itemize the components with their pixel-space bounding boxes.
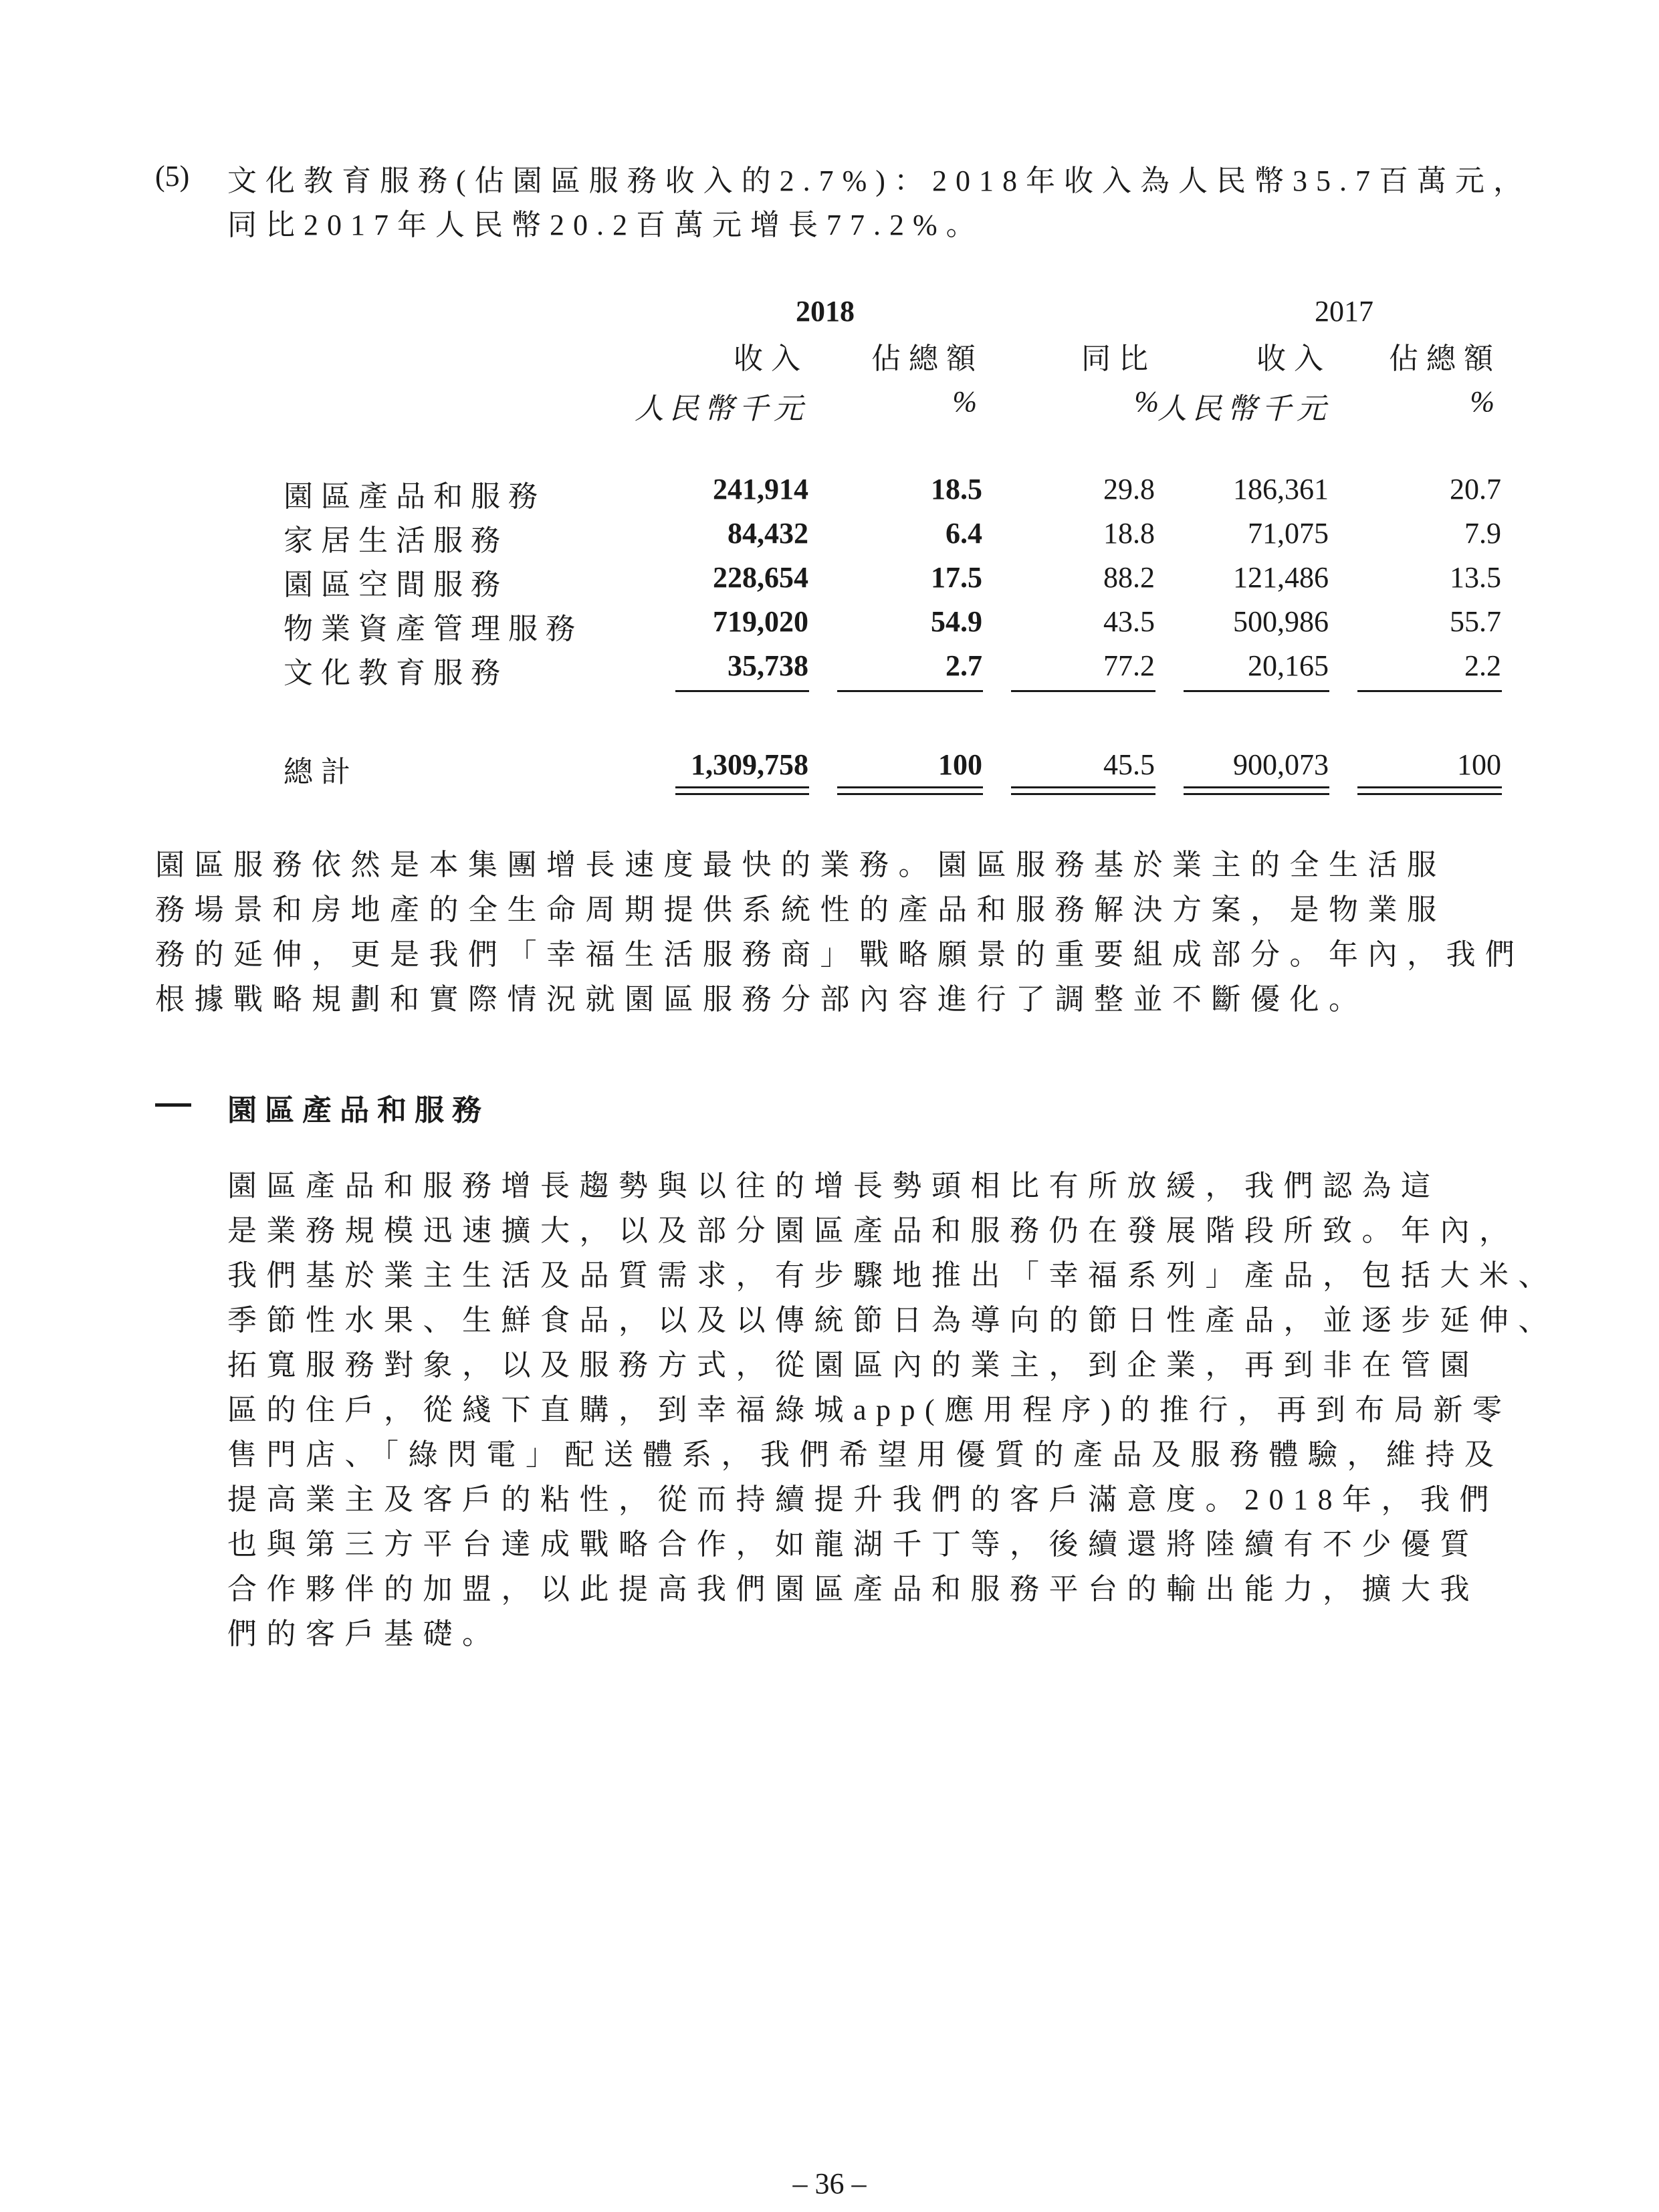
total-rev-current: 1,309,758 — [691, 748, 808, 781]
paragraph-line: 售門店、「綠閃電」配送體系，我們希望用優質的產品及服務體驗，維持及 — [227, 1438, 1504, 1471]
unit-yoy: % — [1134, 385, 1164, 418]
item-text-line1: 文化教育服務(佔園區服務收入的2.7%)：2018年收入為人民幣35.7百萬元， — [227, 164, 1531, 197]
total-share-current: 100 — [938, 748, 982, 781]
unit-rev-prior: 人民幣千元 — [1157, 393, 1331, 425]
total-rule — [1357, 793, 1502, 795]
cell-yoy: 43.5 — [1103, 605, 1155, 638]
item-number: (5) — [155, 160, 190, 193]
total-rule — [675, 786, 809, 788]
cell-yoy: 77.2 — [1103, 649, 1155, 682]
cell-share-current: 18.5 — [931, 473, 982, 506]
cell-share-prior: 2.2 — [1464, 649, 1501, 682]
subtotal-rule — [1357, 690, 1502, 692]
paragraph-line: 也與第三方平台達成戰略合作，如龍湖千丁等，後續還將陸續有不少優質 — [227, 1528, 1479, 1561]
cell-share-prior: 13.5 — [1450, 561, 1501, 594]
unit-rev-current: 人民幣千元 — [635, 393, 808, 425]
row-label: 園區產品和服務 — [284, 480, 546, 513]
header-share-prior: 佔總額 — [1389, 342, 1501, 375]
cell-rev-prior: 186,361 — [1233, 473, 1329, 506]
unit-share-current: % — [952, 385, 982, 418]
year-current-header: 2018 — [796, 295, 855, 328]
total-rule — [1357, 786, 1502, 788]
paragraph-line: 合作夥伴的加盟，以此提高我們園區產品和服務平台的輸出能力，擴大我 — [227, 1573, 1479, 1606]
item-text-line2: 同比2017年人民幣20.2百萬元增長77.2%。 — [227, 209, 984, 241]
paragraph-line: 根據戰略規劃和實際情況就園區服務分部內容進行了調整並不斷優化。 — [155, 983, 1368, 1016]
cell-yoy: 18.8 — [1103, 517, 1155, 550]
total-share-prior: 100 — [1457, 748, 1501, 781]
unit-share-prior: % — [1470, 385, 1500, 418]
cell-rev-prior: 121,486 — [1233, 561, 1329, 594]
header-rev-current: 收入 — [734, 342, 808, 375]
total-rev-prior: 900,073 — [1233, 748, 1329, 781]
row-label: 家居生活服務 — [284, 524, 508, 557]
paragraph-line: 我們基於業主生活及品質需求，有步驟地推出「幸福系列」產品，包括大米、 — [227, 1259, 1557, 1292]
header-yoy: 同比 — [1081, 342, 1156, 375]
total-yoy: 45.5 — [1103, 748, 1155, 781]
total-rule — [837, 793, 983, 795]
paragraph-line: 們的客戶基礎。 — [227, 1618, 502, 1650]
subtotal-rule — [837, 690, 983, 692]
cell-rev-current: 228,654 — [713, 561, 808, 594]
total-rule — [1011, 793, 1155, 795]
cell-rev-current: 241,914 — [713, 473, 808, 506]
row-label: 物業資產管理服務 — [284, 613, 583, 645]
subtotal-rule — [1011, 690, 1155, 692]
row-label: 園區空間服務 — [284, 568, 508, 601]
total-rule — [837, 786, 983, 788]
paragraph-line: 區的住戶，從綫下直購，到幸福綠城app(應用程序)的推行，再到布局新零 — [227, 1394, 1512, 1426]
section-heading: 園區產品和服務 — [227, 1094, 489, 1127]
cell-yoy: 29.8 — [1103, 473, 1155, 506]
cell-rev-prior: 20,165 — [1248, 649, 1329, 682]
paragraph-line: 提高業主及客戶的粘性，從而持續提升我們的客戶滿意度。2018年，我們 — [227, 1483, 1499, 1516]
paragraph-line: 拓寬服務對象，以及服務方式，從園區內的業主，到企業，再到非在管園 — [227, 1349, 1479, 1381]
total-rule — [1184, 793, 1329, 795]
cell-share-prior: 55.7 — [1450, 605, 1501, 638]
year-prior-header: 2017 — [1315, 295, 1373, 328]
total-rule — [1184, 786, 1329, 788]
subtotal-rule — [675, 690, 809, 692]
header-rev-prior: 收入 — [1256, 342, 1331, 375]
paragraph-line: 季節性水果、生鮮食品，以及以傳統節日為導向的節日性產品，並逐步延伸、 — [227, 1304, 1557, 1337]
section-dash — [155, 1103, 191, 1107]
subtotal-rule — [1184, 690, 1329, 692]
cell-share-current: 17.5 — [931, 561, 982, 594]
total-rule — [1011, 786, 1155, 788]
total-label: 總計 — [284, 756, 358, 788]
paragraph-line: 務的延伸，更是我們「幸福生活服務商」戰略願景的重要組成部分。年內，我們 — [155, 938, 1525, 971]
page-number: – 36 – — [792, 2167, 867, 2200]
cell-share-prior: 20.7 — [1450, 473, 1501, 506]
row-label: 文化教育服務 — [284, 657, 508, 689]
total-rule — [675, 793, 809, 795]
paragraph-line: 務場景和房地產的全生命周期提供系統性的產品和服務解決方案，是物業服 — [155, 893, 1446, 926]
cell-rev-prior: 71,075 — [1248, 517, 1329, 550]
cell-share-current: 54.9 — [931, 605, 982, 638]
paragraph-line: 園區服務依然是本集團增長速度最快的業務。園區服務基於業主的全生活服 — [155, 849, 1446, 881]
cell-rev-current: 719,020 — [713, 605, 808, 638]
cell-yoy: 88.2 — [1103, 561, 1155, 594]
cell-share-prior: 7.9 — [1464, 517, 1501, 550]
paragraph-line: 園區產品和服務增長趨勢與以往的增長勢頭相比有所放緩，我們認為這 — [227, 1170, 1440, 1202]
cell-rev-prior: 500,986 — [1233, 605, 1329, 638]
paragraph-line: 是業務規模迅速擴大，以及部分園區產品和服務仍在發展階段所致。年內， — [227, 1214, 1519, 1247]
cell-rev-current: 35,738 — [728, 649, 808, 682]
cell-rev-current: 84,432 — [728, 517, 808, 550]
cell-share-current: 6.4 — [946, 517, 982, 550]
header-share-current: 佔總額 — [871, 342, 984, 375]
cell-share-current: 2.7 — [946, 649, 982, 682]
